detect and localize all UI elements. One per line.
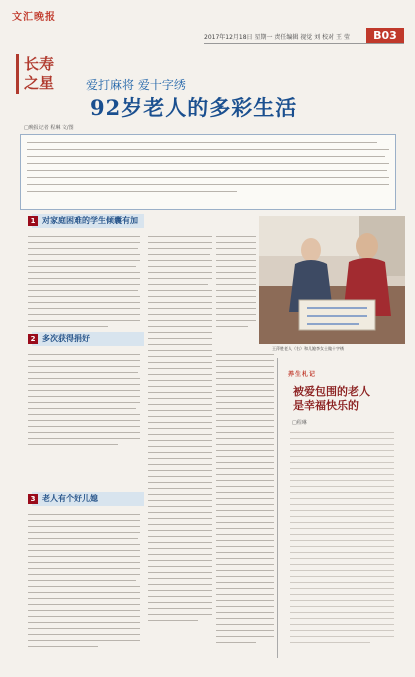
sidebar-text-lines [290,432,394,643]
page-number: B03 [373,29,397,42]
column-1c-text-lines [28,514,140,647]
newspaper-logo: 文汇晚报 [12,12,56,23]
column-1-text-lines [28,236,140,327]
article-subtitle: 爱打麻将 爱十字绣 [86,78,186,92]
photo-illustration [259,216,405,344]
section-title-3: 老人有个好儿媳 [42,494,98,503]
section-number-2: 2 [28,334,38,344]
section-accent-bar [16,54,19,94]
section-name [24,55,79,93]
sidebar-divider [277,358,278,658]
article-title: 92岁老人的多彩生活 [90,95,298,120]
section-number-1: 1 [28,216,38,226]
lead-paragraph-box [20,134,396,210]
sidebar-title [293,385,393,413]
sidebar-tag: 养生札记 [288,371,317,378]
lead-text-lines [27,142,387,192]
section-title-1: 对家庭困难的学生倾囊有加 [42,216,138,225]
header-rule [204,43,404,44]
column-3-text-lines-top [216,236,256,327]
sidebar-title-line1: 被爱包围的老人 [293,385,370,398]
sidebar-author: □程琳 [292,420,307,426]
section-name-line1: 长寿 [24,55,55,73]
photo-caption: 王萍胜老人（右）和儿媳李女士做十字绣 [272,346,344,351]
header-date-editors: 2017年12月18日 星期一 责任编辑 视觉 刘 校对 王 莹 [204,34,350,41]
section-title-2: 多次获得捐好 [42,334,90,343]
article-byline: □晚报记者 程琳 文/图 [24,125,74,131]
section-name-line2: 之星 [24,74,55,92]
column-2-text-lines [148,236,212,621]
column-3-text-lines [216,354,274,643]
article-photo [259,216,405,344]
section-number-3: 3 [28,494,38,504]
sidebar-title-line2: 是幸福快乐的 [293,399,359,412]
column-1b-text-lines [28,354,140,445]
